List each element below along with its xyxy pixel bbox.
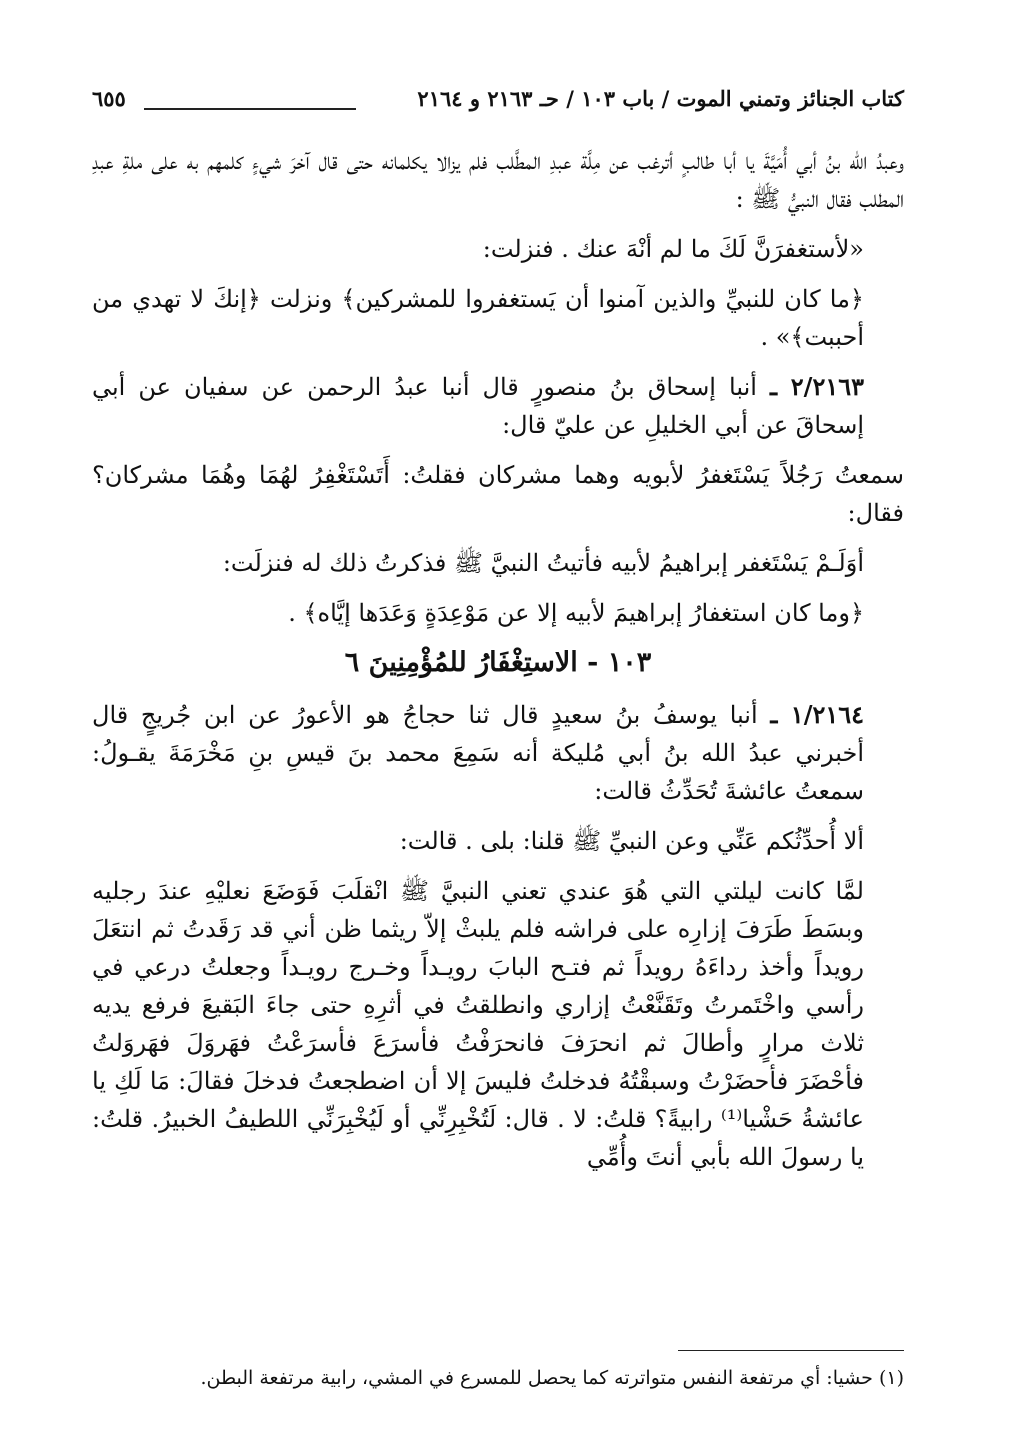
book-page <box>92 82 904 1412</box>
chapter-heading: ١٠٣ - الاستِغْفَارُ للمُؤْمِنِينَ ٦ <box>344 647 652 678</box>
quran-quote: ﴿ما كان للنبيِّ والذين آمنوا أن يَستغفروا للمشركين﴾ ونزلت ﴿إنكَ لا تهدي من أحببت﴾» . <box>92 285 864 351</box>
page-number: ٦٥٥ <box>92 86 126 111</box>
footnote-rule <box>678 1350 904 1351</box>
paragraph: «لأستغفرَنَّ لَكَ ما لم أنْهَ عنك . فنزلت: <box>482 235 864 263</box>
paragraph: ألا أُحدِّثُكم عَنِّي وعن النبيِّ ﷺ قلنا: بلى . قالت: <box>399 827 864 855</box>
page-header <box>92 82 904 122</box>
hadith-2163 <box>92 368 904 444</box>
quran-quote: ﴿وما كان استغفارُ إبراهيمَ لأبيه إلا عن مَوْعِدَةٍ وَعَدَها إيَّاه﴾ . <box>288 599 864 627</box>
hadith-number: ٢/٢١٦٣ ـ <box>769 372 864 401</box>
footnote: (١) حشيا: أي مرتفعة النفس متواترته كما يحصل للمسرع في المشي، رابية مرتفعة البطن. <box>200 1367 904 1389</box>
hadith-chain: أنبا إسحاق بنُ منصورٍ قال أنبا عبدُ الرحمن عن سفيان عن أبي إسحاقَ عن أبي الخليلِ عن عليّ قال: <box>92 373 864 439</box>
paragraph: لمَّا كانت ليلتي التي هُوَ عندي تعني النبيَّ ﷺ انْقلَبَ فَوَضَعَ نعليْهِ عندَ رجليه وبسَطَ طَرَفَ إزارِه على فراشه فلم يلبثْ إلاّ ريثما ظن أني قد رَقَدتُ ثم انتعَلَ رويداً وأخذ رداءَهُ رويداً ثم فتـح البابَ رويـداً وخـرج رويـداً وجعلتُ درعي في رأسي واخْتَمرتُ وتَقَنَّعْتُ إزاري وانطلقتُ في أثرِهِ حتى جاءَ البَقيعَ فرفع يديه ثلاث مرارٍ وأطالَ ثم انحرَفَ فانحرَفْتُ فأسرَعَ فأسرَعْتُ فهَروَلَ فهَروَلتُ فأحْضَرَ فأحضَرْتُ وسبقْتُهُ فدخلتُ فليسَ إلا أن اضطجعتُ فدخلَ فقالَ: مَا لَكِ يا عائشةُ حَشْيا⁽¹⁾ رابيةً؟ قلتُ: لا . قال: لَتُخْبِرِنِّي أو لَيُخْبِرَنِّي اللطيفُ الخبيرُ. قلتُ: يا رسولَ الله بأبي أنتَ وأُمِّي <box>92 877 865 1171</box>
paragraph: وعبدُ الله بنُ أبي أُمَيَّةَ يا أبا طالبٍ أترغب عن مِلَّة عبدِ المطَّلب فلم يزالا يكلمانه حتى قال آخرَ شيءٍ كلمهم به على ملةِ عبدِ المطلب فقال النبيُّ ﷺ : <box>92 147 904 213</box>
paragraph: أوَلَـمْ يَسْتَغفر إبراهيمُ لأبيه فأتيتُ النبيَّ ﷺ فذكرتُ ذلك له فنزلَت: <box>222 549 864 577</box>
header-rule <box>144 108 356 110</box>
paragraph: سمعتُ رَجُلاً يَسْتَغفرُ لأبويه وهما مشركان فقلتُ: أَتَسْتَغْفِرُ لهُمَا وهُمَا مشركان؟ فقال: <box>92 461 904 527</box>
hadith-2164 <box>92 696 904 810</box>
hadith-number: ١/٢١٦٤ ـ <box>770 700 865 729</box>
running-title: كتاب الجنائز وتمني الموت / باب ١٠٣ / حـ ٢١٦٣ و ٢١٦٤ <box>417 86 904 111</box>
hadith-chain: أنبا يوسفُ بنُ سعيدٍ قال ثنا حجاجُ هو الأعورُ عن ابن جُريجٍ قال أخبرني عبدُ الله بنُ أبي مُليكة أنه سَمِعَ محمد بنَ قيسِ بنِ مَخْرَمَةَ يقـولُ: سمعتُ عائشةَ تُحَدِّثُ قالت: <box>92 701 864 805</box>
page-body <box>92 142 904 1188</box>
